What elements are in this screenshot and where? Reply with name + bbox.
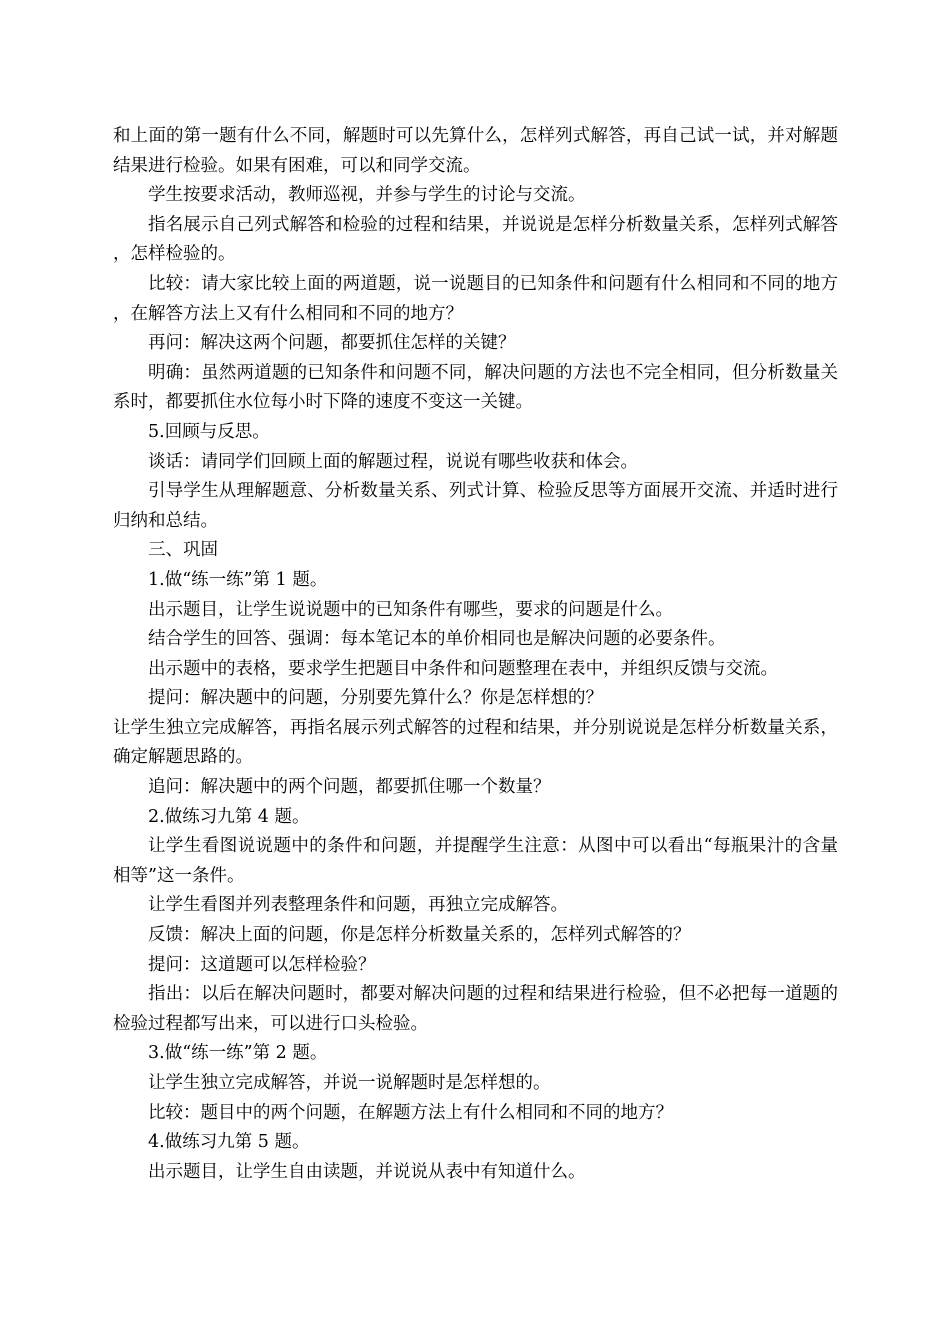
section-step: 4.做练习九第 5 题。	[148, 1132, 310, 1153]
paragraph: 指出：以后在解决问题时，都要对解决问题的过程和结果进行检验，但不必把每一道题的检验过程都写出来，可以进行口头检验。	[113, 984, 838, 1034]
paragraph: 和上面的第一题有什么不同，解题时可以先算什么，怎样列式解答，再自己试一试，并对解题结果进行检验。如果有困难，可以和同学交流。	[113, 126, 838, 176]
paragraph: 追问：解决题中的两个问题，都要抓住哪一个数量？	[148, 777, 551, 798]
paragraph: 出示题中的表格，要求学生把题目中条件和问题整理在表中，并组织反馈与交流。	[148, 658, 778, 679]
paragraph: 比较：请大家比较上面的两道题，说一说题目的已知条件和问题有什么相同和不同的地方，在解答方法上又有什么相同和不同的地方？	[113, 273, 838, 324]
paragraph: 让学生看图并列表整理条件和问题，再独立完成解答。	[148, 895, 568, 916]
paragraph: 让学生看图说说题中的条件和问题，并提醒学生注意：从图中可以看出“每瓶果汁的含量相等”这一条件。	[113, 836, 838, 886]
paragraph: 再问：解决这两个问题，都要抓住怎样的关键？	[148, 333, 516, 354]
paragraph: 出示题目，让学生说说题中的已知条件有哪些，要求的问题是什么。	[148, 599, 673, 620]
section-step: 3.做“练一练”第 2 题。	[148, 1043, 328, 1064]
paragraph: 让学生独立完成解答，并说一说解题时是怎样想的。	[148, 1073, 551, 1093]
paragraph: 明确：虽然两道题的已知条件和问题不同，解决问题的方法也不完全相同，但分析数量关系时，都要抓住水位每小时下降的速度不变这一关键。	[113, 362, 838, 413]
paragraph: 让学生独立完成解答，再指名展示列式解答的过程和结果，并分别说说是怎样分析数量关系，确定解题思路的。	[113, 717, 838, 768]
section-heading: 三、巩固	[148, 540, 218, 561]
paragraph: 谈话：请同学们回顾上面的解题过程，说说有哪些收获和体会。	[148, 451, 638, 472]
section-step: 2.做练习九第 4 题。	[148, 806, 310, 827]
paragraph: 反馈：解决上面的问题，你是怎样分析数量关系的，怎样列式解答的？	[148, 925, 691, 946]
section-step: 1.做“练一练”第 1 题。	[148, 569, 328, 590]
paragraph: 指名展示自己列式解答和检验的过程和结果，并说说是怎样分析数量关系，怎样列式解答，怎样检验的。	[113, 214, 838, 265]
paragraph: 提问：这道题可以怎样检验？	[148, 954, 376, 975]
paragraph: 引导学生从理解题意、分析数量关系、列式计算、检验反思等方面展开交流、并适时进行归纳和总结。	[113, 481, 838, 531]
paragraph: 提问：解决题中的问题，分别要先算什么？你是怎样想的？	[148, 688, 603, 709]
paragraph: 学生按要求活动，教师巡视，并参与学生的讨论与交流。	[148, 185, 586, 206]
paragraph: 结合学生的回答、强调：每本笔记本的单价相同也是解决问题的必要条件。	[148, 629, 726, 650]
paragraph: 比较：题目中的两个问题，在解题方法上有什么相同和不同的地方？	[148, 1102, 673, 1123]
paragraph: 出示题目，让学生自由读题，并说说从表中有知道什么。	[148, 1161, 586, 1182]
document-body	[113, 122, 838, 1187]
section-step: 5.回顾与反思。	[148, 421, 270, 442]
